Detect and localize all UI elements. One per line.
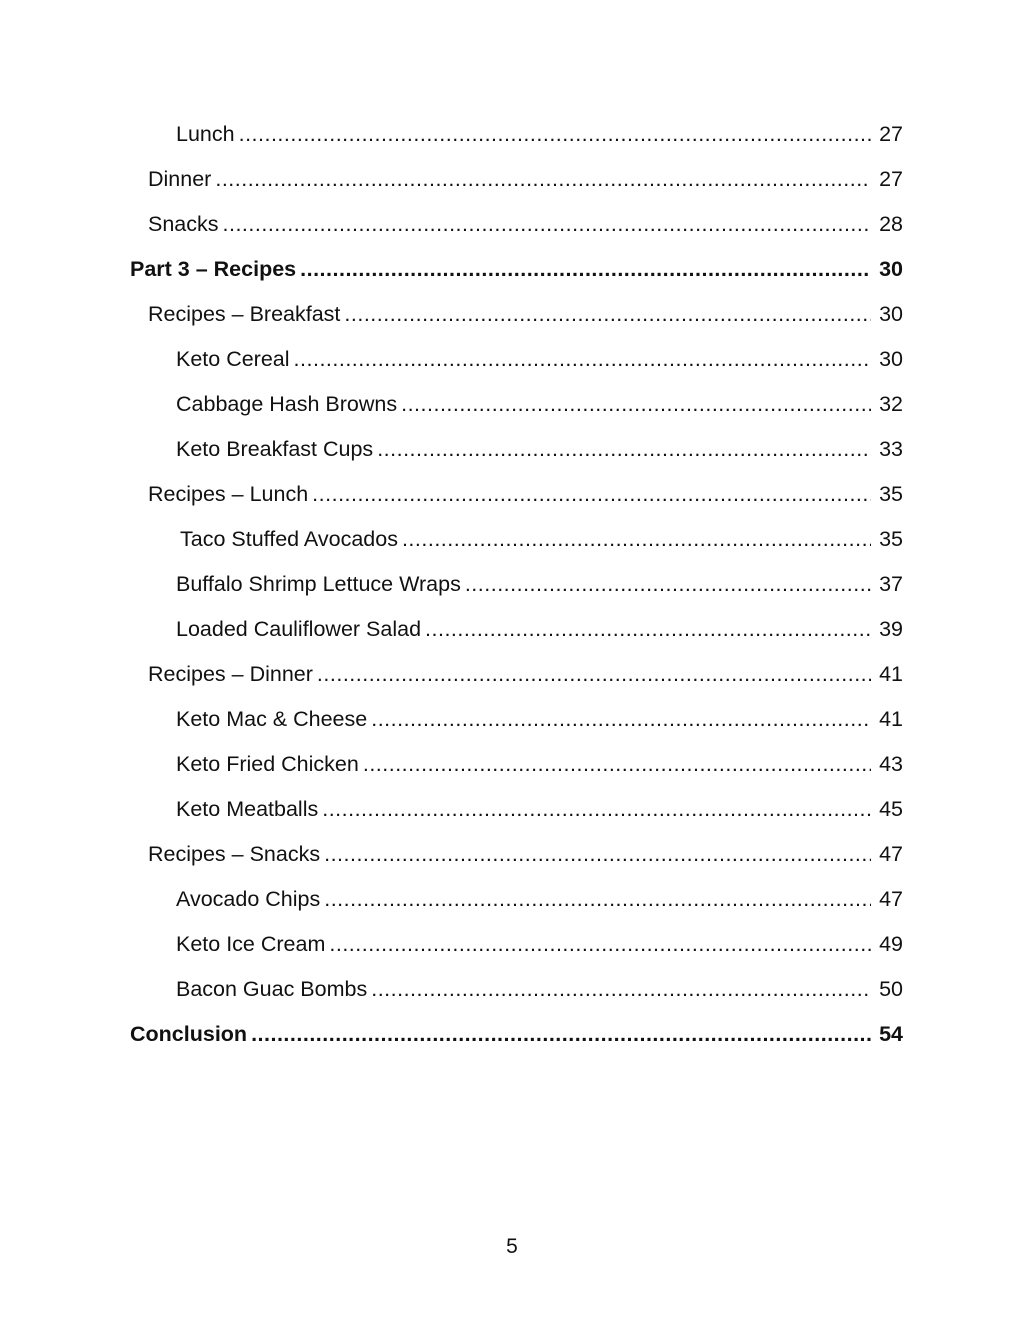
toc-entry-page: 27 [879,121,903,146]
toc-dot-leader [363,754,871,776]
toc-entry-page: 27 [879,166,903,191]
toc-entry-title: Dinner [148,166,212,191]
toc-dot-leader [344,304,871,326]
toc-dot-leader [317,664,871,686]
toc-entry-title: Keto Ice Cream [176,931,326,956]
toc-dot-leader [371,979,871,1001]
toc-entry[interactable] [0,607,1024,652]
toc-entry-page: 32 [879,391,903,416]
toc-entry[interactable] [0,427,1024,472]
toc-dot-leader [402,529,871,551]
toc-entry-title: Keto Fried Chicken [176,751,359,776]
toc-entry-page: 30 [879,346,903,371]
toc-entry[interactable] [0,697,1024,742]
toc-dot-leader [401,394,871,416]
toc-dot-leader [300,259,871,281]
toc-dot-leader [425,619,871,641]
toc-entry-title: Keto Mac & Cheese [176,706,368,731]
toc-entry[interactable] [0,112,1024,157]
toc-dot-leader [329,934,871,956]
toc-dot-leader [322,799,871,821]
toc-entry-title: Recipes – Lunch [148,481,309,506]
toc-entry-page: 28 [879,211,903,236]
toc-entry-page: 47 [879,886,903,911]
toc-dot-leader [294,349,871,371]
toc-entry-page: 30 [879,301,903,326]
toc-entry-title: Keto Breakfast Cups [176,436,374,461]
toc-entry-title: Buffalo Shrimp Lettuce Wraps [176,571,461,596]
toc-entry[interactable] [0,382,1024,427]
toc-entry-title: Recipes – Dinner [148,661,313,686]
toc-dot-leader [251,1024,871,1046]
toc-entry[interactable] [0,742,1024,787]
toc-entry-page: 54 [879,1021,903,1046]
toc-entry-title: Keto Cereal [176,346,290,371]
toc-entry-page: 50 [879,976,903,1001]
toc-entry-page: 35 [879,526,903,551]
toc-entry[interactable] [0,832,1024,877]
toc-entry-title: Recipes – Snacks [148,841,321,866]
toc-dot-leader [371,709,871,731]
toc-entry-page: 43 [879,751,903,776]
toc-dot-leader [324,844,871,866]
toc-entry-page: 30 [879,256,903,281]
toc-entry-page: 39 [879,616,903,641]
toc-dot-leader [312,484,871,506]
toc-dot-leader [215,169,871,191]
toc-dot-leader [377,439,871,461]
toc-dot-leader [324,889,871,911]
toc-entry-page: 37 [879,571,903,596]
toc-entry-title: Part 3 – Recipes [130,256,297,281]
toc-entry[interactable] [0,967,1024,1012]
toc-entry[interactable] [0,157,1024,202]
toc-entry[interactable] [0,877,1024,922]
toc-entry[interactable] [0,292,1024,337]
toc-entry[interactable] [0,517,1024,562]
toc-entry-page: 47 [879,841,903,866]
toc-entry-page: 45 [879,796,903,821]
toc-entry-page: 41 [879,661,903,686]
toc-entry-title: Lunch [176,121,235,146]
toc-entry[interactable] [0,472,1024,517]
toc-entry-title: Bacon Guac Bombs [176,976,368,1001]
toc-entry[interactable] [0,337,1024,382]
toc-entry-title: Avocado Chips [176,886,321,911]
toc-entry-title: Cabbage Hash Browns [176,391,398,416]
toc-entry-page: 35 [879,481,903,506]
toc-entry-title: Snacks [148,211,219,236]
toc-entry-page: 33 [879,436,903,461]
toc-entry[interactable] [0,247,1024,292]
toc-entry[interactable] [0,922,1024,967]
toc-entry[interactable] [0,787,1024,832]
toc-entry-title: Recipes – Breakfast [148,301,341,326]
toc-entry-title: Loaded Cauliflower Salad [176,616,422,641]
toc-dot-leader [465,574,871,596]
page-number: 5 [506,1235,518,1258]
toc-entry[interactable] [0,1012,1024,1057]
toc-entry[interactable] [0,652,1024,697]
toc-entry-page: 41 [879,706,903,731]
toc-entry[interactable] [0,562,1024,607]
table-of-contents [0,112,1024,1057]
toc-entry[interactable] [0,202,1024,247]
toc-entry-title: Keto Meatballs [176,796,319,821]
toc-dot-leader [223,214,871,236]
toc-dot-leader [239,124,871,146]
toc-entry-page: 49 [879,931,903,956]
toc-entry-title: Taco Stuffed Avocados [180,526,398,551]
toc-entry-title: Conclusion [130,1021,248,1046]
